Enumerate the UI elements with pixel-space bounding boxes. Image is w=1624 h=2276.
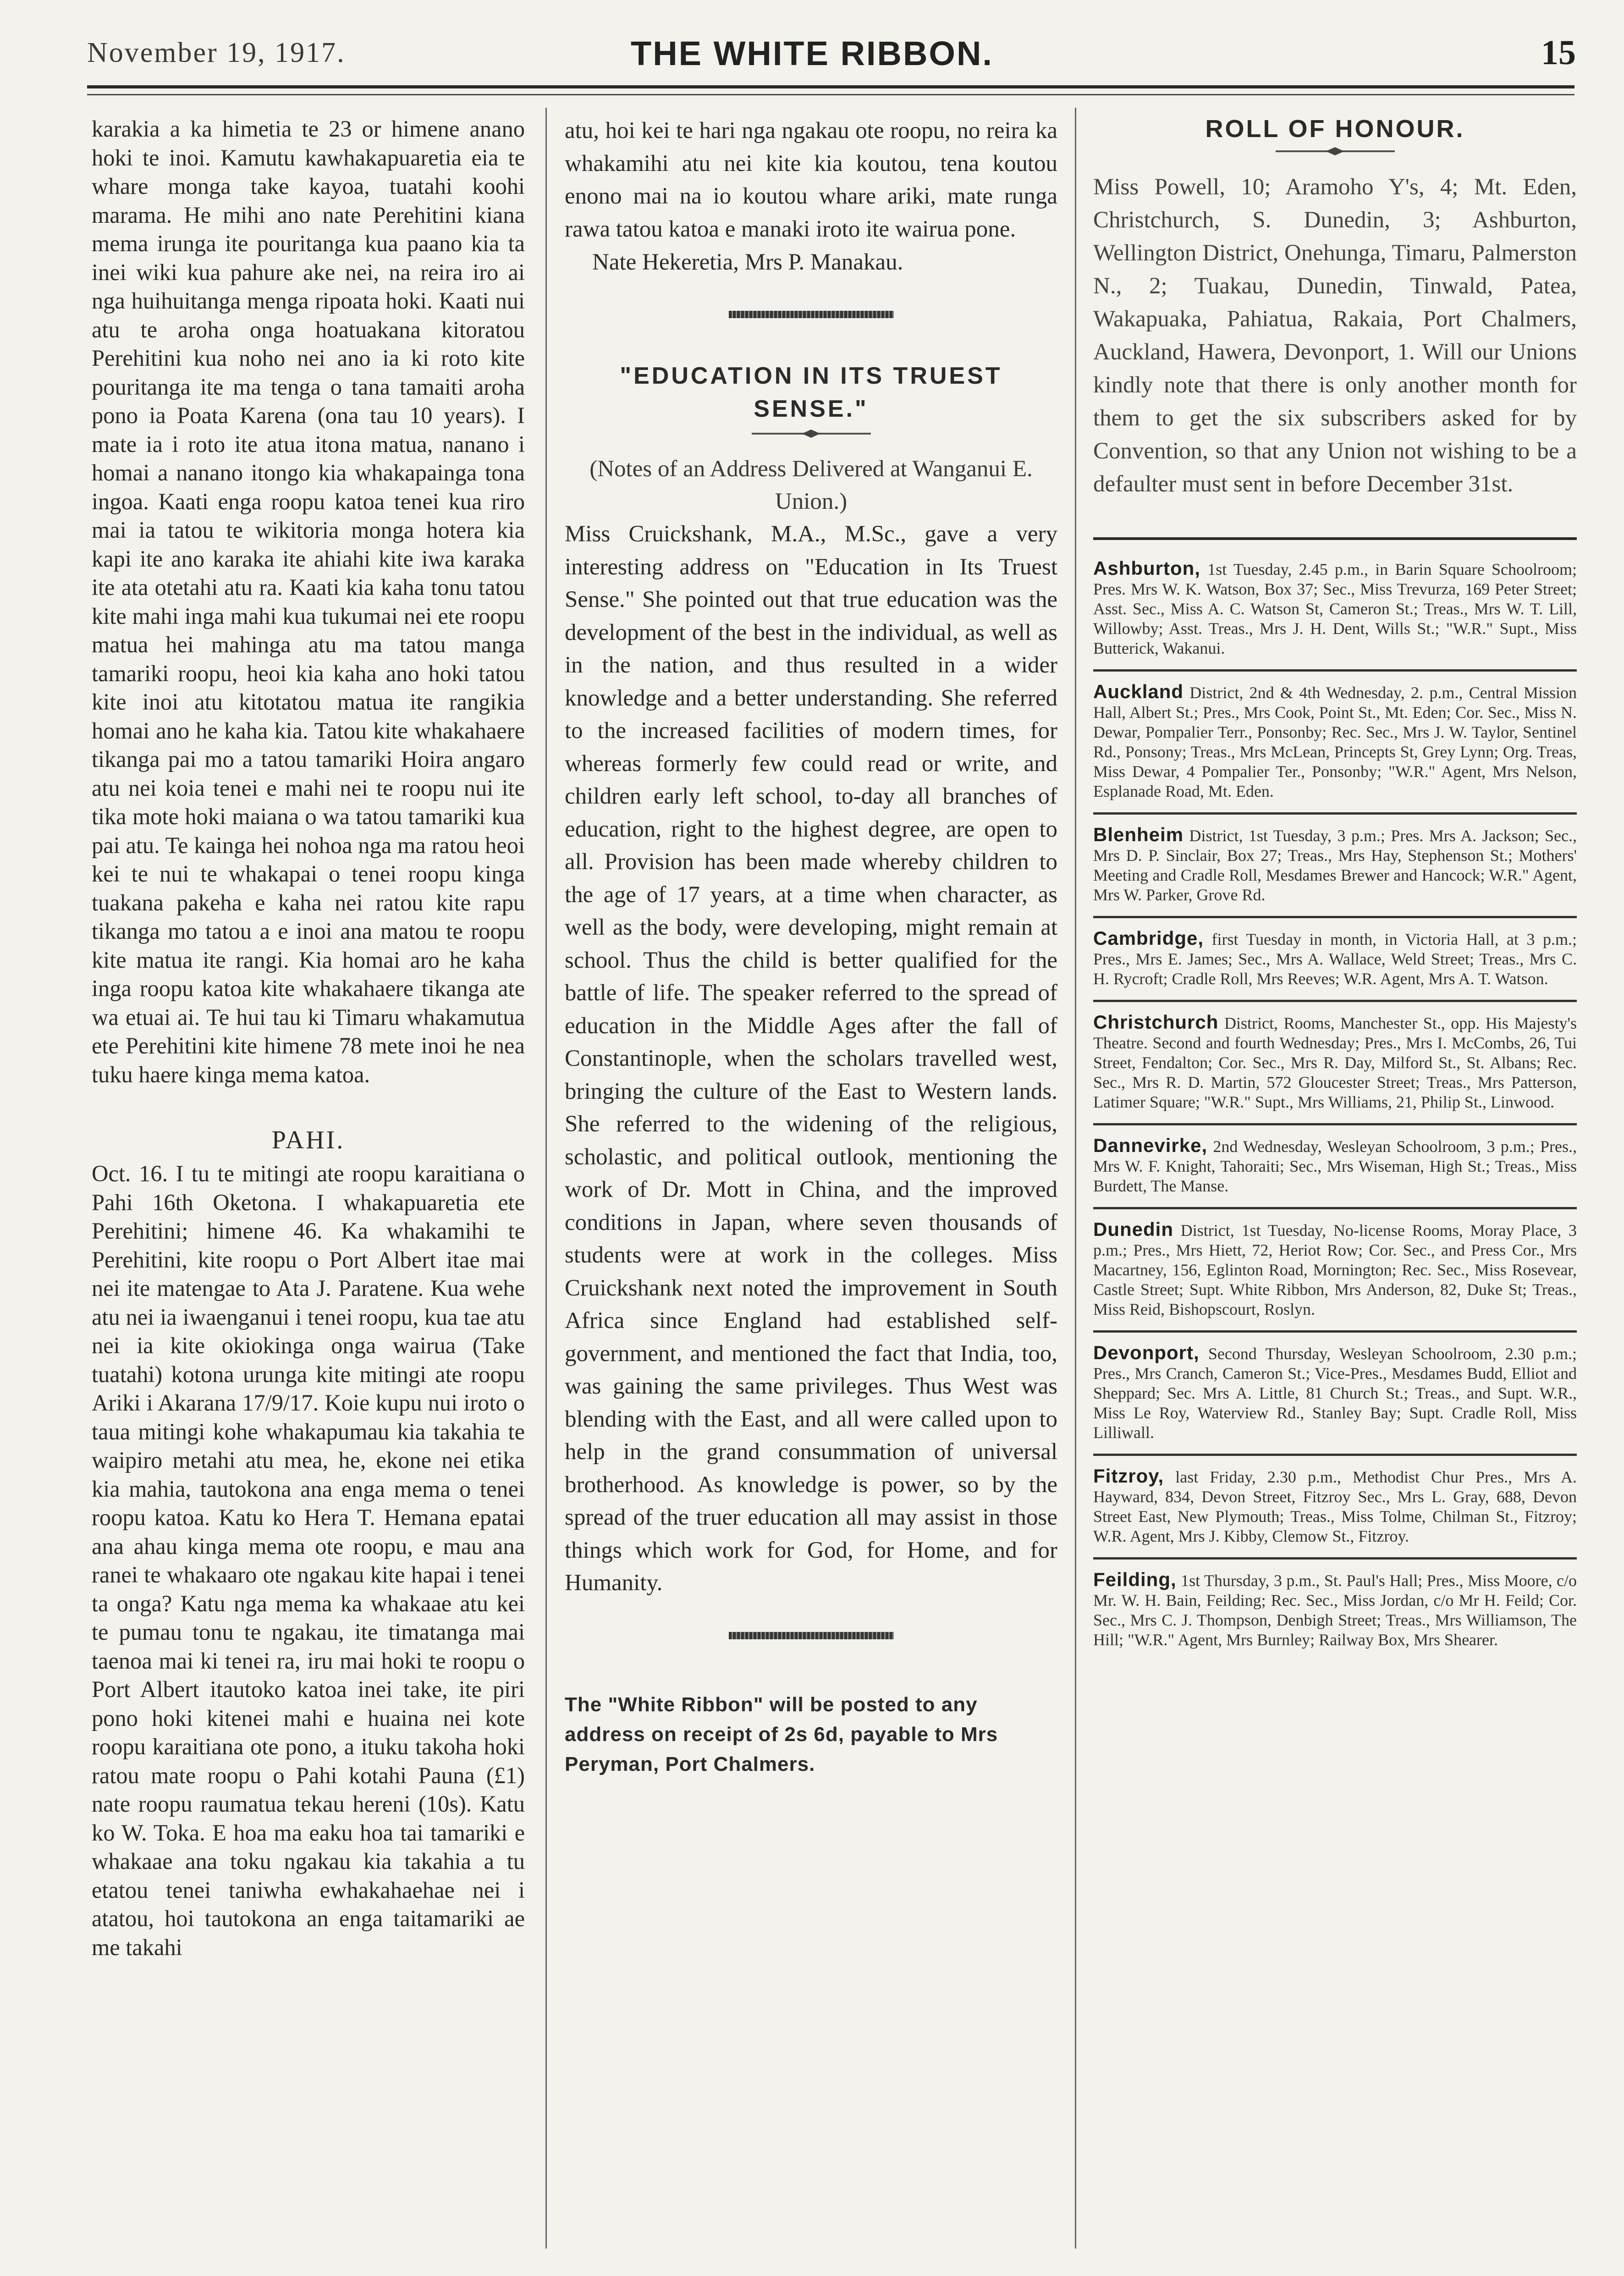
union-entry xyxy=(1093,682,1577,801)
union-entry xyxy=(1093,1466,1577,1546)
union-divider xyxy=(1093,669,1577,672)
article-body: Miss Cruickshank, M.A., M.Sc., gave a very interesting address on "Education in Its Truest Sense." She pointed out that true education was the development of the best in the individual, as well as in the nation, and thus resulted in a wider knowledge and a better understanding. She referred to the increased facilities of modern times, for whereas formerly few could read or write, and children early left school, to-day all branches of education, right to the highest degree, are open to all. Provision has been made whereby children to the age of 17 years, at a time when character, as well as the body, were developing, might remain at school. Thus the child is better qualified for the battle of life. The speaker referred to the spread of education in the Middle Ages after the fall of Constantinople, when the scholars travelled west, bringing the culture of the East to Western lands. She referred to the widening of the religious, scholastic, and political outlook, mentioning the work of Dr. Mott in China, and the improved conditions in Japan, where seven thousands of students were at work in the colleges. Miss Cruickshank next noted the improvement in South Africa since England had established self-government, and mentioned the fact that India, too, was gaining the same privileges. Thus West was blending with the East, and all were called upon to help in the grand consummation of universal brotherhood. As knowledge is power, so by the spread of the truer education all may assist in those things which work for God, for Home, and for Humanity. xyxy=(565,521,1057,1596)
column-right xyxy=(1093,115,1577,1650)
union-name: Blenheim xyxy=(1093,824,1184,845)
column-left xyxy=(92,115,525,1962)
union-entry xyxy=(1093,1012,1577,1112)
union-details: District, 1st Tuesday, 3 p.m.; Pres. Mrs A. Jackson; Sec., Mrs D. P. Sinclair, Box 27; Treas., Mrs Hay, Stephenson St.; Mothers' Meeting and Cradle Roll, Mesdames Brewer and Hancock; W.R." Agent, Mrs W. Parker, Grove Rd. xyxy=(1093,827,1577,904)
header-rule xyxy=(87,85,1574,88)
union-name: Christchurch xyxy=(1093,1011,1219,1033)
union-details: 2nd Wednesday, Wesleyan Schoolroom, 3 p.m.; Pres., Mrs W. F. Knight, Tahoraiti; Sec., Mrs Wiseman, High St.; Treas., Miss Burdett, The Manse. xyxy=(1093,1137,1577,1195)
title-ornament xyxy=(752,433,871,435)
issue-date: November 19, 1917. xyxy=(87,37,346,68)
roll-of-honour-body: Miss Powell, 10; Aramoho Y's, 4; Mt. Eden, Christchurch, S. Dunedin, 3; Ashburton, Wellington District, Onehunga, Timaru, Palmerston N., 2; Tuakau, Dunedin, Tinwald, Patea, Wakapuaka, Pahiatua, Rakaia, Port Chalmers, Auckland, Hawera, Devonport, 1. Will our Unions kindly note that there is only another month for them to get the six subscribers asked for by Convention, so that any Union not wishing to be a defaulter must sent in before December 31st. xyxy=(1093,174,1577,497)
column-divider xyxy=(545,108,547,2248)
section-divider xyxy=(729,311,894,318)
union-name: Auckland xyxy=(1093,681,1184,702)
page-number: 15 xyxy=(1541,33,1576,72)
union-entry xyxy=(1093,825,1577,905)
roll-of-honour-heading: ROLL OF HONOUR. xyxy=(1205,115,1465,143)
header-rule-thin xyxy=(87,94,1574,95)
union-name: Cambridge, xyxy=(1093,927,1204,949)
union-name: Dunedin xyxy=(1093,1218,1173,1240)
union-name: Devonport, xyxy=(1093,1342,1200,1363)
union-entry xyxy=(1093,558,1577,658)
title-ornament xyxy=(1276,150,1395,152)
union-entry xyxy=(1093,1219,1577,1319)
union-entry xyxy=(1093,928,1577,989)
section-divider xyxy=(729,1632,894,1639)
article-subtitle: (Notes of an Address Delivered at Wanganui E. Union.) xyxy=(589,456,1033,514)
union-entry xyxy=(1093,1135,1577,1196)
newspaper-title: THE WHITE RIBBON. xyxy=(631,34,993,72)
union-divider xyxy=(1093,812,1577,815)
union-divider xyxy=(1093,1123,1577,1125)
union-entry xyxy=(1093,1570,1577,1650)
pahi-heading: PAHI. xyxy=(271,1126,345,1154)
union-divider xyxy=(1093,1330,1577,1333)
union-name: Ashburton, xyxy=(1093,557,1200,579)
union-divider xyxy=(1093,1000,1577,1002)
union-details: last Friday, 2.30 p.m., Methodist Chur Pres., Mrs A. Hayward, 834, Devon Street, Fitzroy Sec., Mrs L. Gray, 688, Devon Street East, New Plymouth; Treas., Miss Tolme, Chilman St., Fitzroy; W.R. Agent, Mrs J. Kibby, Clemow St., Fitzroy. xyxy=(1093,1468,1577,1545)
pahi-paragraph: Oct. 16. I tu te mitingi ate roopu karaitiana o Pahi 16th Oketona. I whakapuaretia ete Perehitini; himene 46. Ka whakamihi te Perehitini, kite roopu o Port Albert itae mai nei ite matengae to Ata J. Paratene. Kua wehe atu nei ia iwaenganui i tenei roopu, kua tae atu nei ia kite okiokinga onga wairua (Take tuatahi) kotona urunga kite mitingi ate roopu Ariki i Akarana 17/9/17. Koie kupu nui iroto o taua mitingi kohe whakapumau kia takahia te waipiro metahi atu mea, he, ekone nei etika kia mahia, tautokona ana enga mema o tenei roopu katoa. Katu ko Hera T. Hemana epatai ana ahau kinga mema ote roopu, e mau ana ranei te whakaaro ote ngakau kite hapai i tenei ta onga? Katu nga mema ka whakaae atu kei te pumau tonu te ngakau, ite timatanga mai taenoa mai ki tenei ra, iru mai hoki te roopu o Port Albert itautoko katoa inei take, ite piri pono hoki kitenei mahi e huaina nei kote roopu karaitiana ote pono, a ituku takoha hoki ratou mate roopu o Pahi kotahi Pauna (£1) nate roopu raumatua tekau hereni (10s). Katu ko W. Toka. E hoa ma eaku hoa tai tamariki e whakaae ana toku ngakau kia takahia a tu etatou tenei taniwha ewhakahaehae nei i atatou, hoi tautokona an enga taitamariki ae me takahi xyxy=(92,1161,525,1960)
maori-report-paragraph: karakia a ka himetia te 23 or himene anano hoki te inoi. Kamutu kawhakapuaretia eia te whare monga take kayoa, tuatahi koohi marama. He mihi ano nate Perehitini kiana mema irunga ite pouritanga kua paano kia ta inei wiki kua pahure ake nei, na reira iro ai nga huihuitanga menga ripoata hoki. Kaati nui atu te aroha onga hoatuakana kitoratou Perehitini kua noho nei ano ia ki roto kite pouritanga ite ma tenga o tana tamaiti aroha pono ia Poata Karena (ona tau 10 years). I mate ia i roto ite atua itona matua, nanano i homai a nanano itongo kia whakapainga tona ingoa. Kaati enga roopu katoa tenei kua riro mai ia tatou te wikitoria monga hotera kia kapi ite ano karaka ite ahiahi kite iwa karaka ite ata otetahi atu ra. Kaati kia kaha tonu tatou kite mahi inga mahi kua tukumai nei ete roopu matua hei mahinga atu ma tatou manga tamariki roopu, heoi kia kaha ano hoki tatou kite inoi atu kitotatou matua ite rangikia homai ano he kaha kia. Tatou kite whakahaere tikanga pai mo a tatou tamariki Hoira angaro atu nei koia tenei e mahi nei te roopu nui ite tika mote hoki maiana o wa tatou tamariki kua pai atu. Te kainga hei nohoa nga ma ratou heoi kei te nui te whakapai o tenei roopu kinga tuakana pakeha e kaha nei ratou kite rapu tikanga mo tatou a e inoi ana matou te roopu kite matua ite rangi. Kia homai aro he kaha inga roopu katoa kite whakahaere tikanga ate wa etuai ai. Te hui tau ki Timaru whakamutua ete Perehitini kite himene 78 mete inoi he nea tuku haere kinga mema katoa. xyxy=(92,116,525,1087)
union-divider xyxy=(1093,1557,1577,1560)
union-name: Feilding, xyxy=(1093,1569,1177,1590)
union-details: 1st Tuesday, 2.45 p.m., in Barin Square Schoolroom; Pres. Mrs W. K. Watson, Box 37; Sec., Miss Trevurza, 169 Peter Street; Asst. Sec., Miss A. C. Watson St, Cameron St.; Treas., Mrs W. T. Lill, Willowby; Asst. Treas., Mrs J. H. Dent, Wills St.; "W.R." Supt., Miss Butterick, Wakanui. xyxy=(1093,560,1577,657)
subscription-notice: The "White Ribbon" will be posted to any address on receipt of 2s 6d, payable to Mrs Peryman, Port Chalmers. xyxy=(565,1693,998,1775)
continued-paragraph: atu, hoi kei te hari nga ngakau ote roopu, no reira ka whakamihi atu nei kite kia koutou, tena koutou enono mai na io koutou whare ariki, mate runga rawa tatou katoa e manaki iroto ite wairua pone. xyxy=(565,118,1057,242)
union-details: District, 1st Tuesday, No-license Rooms, Moray Place, 3 p.m.; Pres., Mrs Hiett, 72, Heriot Row; Cor. Sec., and Press Cor., Mrs Macartney, 156, Eglinton Road, Mornington; Rec. Sec., Miss Rosevear, Castle Street; Supt. White Ribbon, Mrs Anderson, 82, Duke St; Treas., Miss Reid, Bishopscourt, Roslyn. xyxy=(1093,1221,1577,1318)
union-name: Dannevirke, xyxy=(1093,1135,1208,1156)
union-divider xyxy=(1093,1454,1577,1456)
page-header xyxy=(0,0,1624,105)
union-entry xyxy=(1093,1343,1577,1443)
union-details: Second Thursday, Wesleyan Schoolroom, 2.30 p.m.; Pres., Mrs Cranch, Cameron St.; Vice-Pres., Mesdames Budd, Elliot and Sheppard; Sec. Mrs A. Little, 81 Church St.; Treas., and Supt. W.R., Miss Le Roy, Waterview Rd., Stanley Bay; Supt. Cradle Roll, Miss Lilliwall. xyxy=(1093,1345,1577,1442)
union-divider xyxy=(1093,1207,1577,1209)
signoff: Nate Hekeretia, Mrs P. Manakau. xyxy=(592,249,903,275)
article-title: "EDUCATION IN ITS TRUEST SENSE." xyxy=(620,363,1002,422)
union-details: first Tuesday in month, in Victoria Hall, at 3 p.m.; Pres., Mrs E. James; Sec., Mrs A. Wallace, Weld Street; Treas., Mrs C. H. Rycroft; Cradle Roll, Mrs Reeves; W.R. Agent, Mrs A. T. Watson. xyxy=(1093,930,1577,988)
union-details: 1st Thursday, 3 p.m., St. Paul's Hall; Pres., Miss Moore, c/o Mr. W. H. Bain, Feilding; Rec. Sec., Miss Jordan, c/o Mr H. Feild; Cor. Sec., Mrs C. J. Thompson, Denbigh Street; Treas., Mrs Williamson, The Hill; "W.R." Agent, Mrs Burnley; Railway Box, Mrs Shearer. xyxy=(1093,1571,1577,1649)
column-middle xyxy=(565,115,1057,1779)
union-details: District, Rooms, Manchester St., opp. His Majesty's Theatre. Second and fourth Wednesday; Pres., Mrs I. McCombs, 26, Tui Street, Fendalton; Cor. Sec., Mrs R. Day, Milford St., St. Albans; Rec. Sec., Mrs R. D. Martin, 572 Gloucester Street; Treas., Mrs Patterson, Latimer Square; "W.R." Supt., Mrs Williams, 21, Philip St., Linwood. xyxy=(1093,1014,1577,1111)
section-rule xyxy=(1093,537,1577,540)
column-divider xyxy=(1075,108,1076,2248)
union-divider xyxy=(1093,916,1577,918)
union-name: Fitzroy, xyxy=(1093,1465,1164,1487)
union-details: District, 2nd & 4th Wednesday, 2. p.m., Central Mission Hall, Albert St.; Pres., Mrs Cook, Point St., Mt. Eden; Cor. Sec., Miss N. Dewar, Pompalier Terr., Ponsonby; Rec. Sec., Mrs J. W. Taylor, Sentinel Rd., Ponsony; Treas., Mrs McLean, Princepts St, Grey Lynn; Org. Treas, Miss Dewar, 4 Pompalier Ter., Ponsonby; "W.R." Agent, Mrs Nelson, Esplanade Road, Mt. Eden. xyxy=(1093,683,1577,800)
